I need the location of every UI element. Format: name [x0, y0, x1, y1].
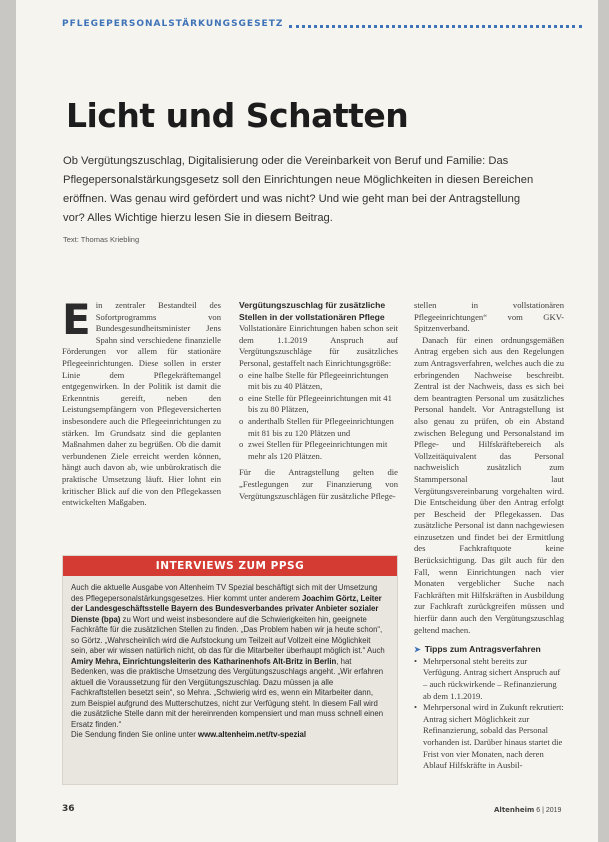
- infobox-text: , hat Bedenken, was die praktische Umsetzung des Vergütungszuschlags angeht. „Wir erfahren aktuell die Voraussetzung für den Vergütungszuschlag. Dazu müssen ja alle Fachkraftstellen besetzt sein“, so Mehra. „Schwierig wird es, wenn ein Mitarbeiter dann, zum Beispiel aufgrund des Mutterschutzes, nicht zur Verfügung steht. In diesem Fall wird die zusätzliche Stelle dann mit der hereinrenden kompensiert und man muss schnell einen Ersatz finden.“: [71, 656, 384, 729]
- kicker-text: PFLEGEPERSONALSTÄRKUNGSGESETZ: [62, 19, 284, 29]
- infobox-text: zu Wort und weist insbesondere auf die Schwierigkeiten hin, geeignete Fachkräfte für die zusätzlichen Stellen zu finden. „Das Problem haben wir ja heute schon“, so Görtz. „Wahrscheinlich wird die Aufstockung um Teilzeit auf Vollzeit eine Möglichkeit sein, aber wir wissen natürlich nicht, ob das für die Mitarbeiter überhaupt möglich ist.“ Auch: [71, 614, 385, 655]
- infobox-body: [63, 576, 397, 748]
- infobox-link[interactable]: www.altenheim.net/tv-spezial: [198, 730, 307, 739]
- interviews-infobox: [62, 555, 398, 785]
- page-number: 36: [62, 804, 75, 814]
- magazine-name: Altenheim: [494, 806, 535, 814]
- staffing-list: [239, 370, 398, 463]
- article-title: Licht und Schatten: [66, 96, 409, 135]
- list-item: o eine Stelle für Pflegeeinrichtungen mit 41 bis zu 80 Plätzen,: [239, 393, 398, 416]
- column-1-text: in zentraler Bestandteil des Sofortprogramms von Bundesgesundheitsminister Jens Spahn sind verschiedene finanzielle Förderungen vor allem für stationäre Pflegeeinrichtungen. Diese sollen in erster Linie dem Pflegekräftemangel entgegenwirken. In der Politik ist damit die Erkenntnis gereift, neben den Leistungsempfängern von Pflegeversicherten insbesondere auch die Pflegeeinrichtungen zu stärken. Im Grundsatz sind die geplanten Maßnahmen daher zu begrüßen. Ob die damit verbundenen Ziele erreicht werden können, hängt auch davon ab, wie unbürokratisch die praktische Umsetzung läuft. Hier lohnt ein kritischer Blick auf die von den Pflegekassen entwickelten Maßgaben.: [62, 300, 221, 508]
- list-item: o zwei Stellen für Pflegeeinrichtungen mit mehr als 120 Plätzen.: [239, 439, 398, 462]
- list-item: • Mehrpersonal steht bereits zur Verfügung. Antrag sichert Anspruch auf – auch rückwirkende – Refinanzierung ab dem 1.1.2019.: [414, 656, 564, 702]
- kicker-dotted-rule: [289, 22, 582, 28]
- list-item: • Mehrpersonal wird in Zukunft rekrutiert: Antrag sichert Möglichkeit zur Refinanzierung, sobald das Personal vorhanden ist. Darüber hinaus startet die Frist von vier Monaten, nach deren Ablauf Hilfskräfte in Ausbil-: [414, 702, 564, 772]
- dropcap: E: [62, 295, 91, 344]
- interviewee-name: Amiry Mehra, Einrichtungsleiterin des Katharinenhofs Alt-Britz in Berlin: [71, 656, 337, 666]
- column-2-intro: Vollstationäre Einrichtungen haben schon seit dem 1.1.2019 Anspruch auf Vergütungszuschläge für zusätzliches Personal, gestaffelt nach Einrichtungsgröße:: [239, 323, 398, 368]
- footer-issue: [494, 806, 561, 814]
- article-lead: Ob Vergütungszuschlag, Digitalisierung oder die Vereinbarkeit von Beruf und Familie: Das Pflegepersonalstärkungsgesetz soll den Einrichtungen neue Möglichkeiten in diesen Bereichen eröffnen. Was genau wird gefördert und was nicht? Und wie geht man bei der Antragstellung vor? Alles Wichtige hierzu lesen Sie in diesem Beitrag.: [63, 155, 534, 224]
- list-item: o anderthalb Stellen für Pflegeeinrichtungen mit 81 bis zu 120 Plätzen und: [239, 416, 398, 439]
- tips-heading: [414, 644, 564, 656]
- issue-number: 6 | 2019: [536, 807, 562, 814]
- tips-list: [414, 656, 564, 772]
- body-column-3: [414, 300, 564, 772]
- infobox-text: Die Sendung finden Sie online unter: [71, 730, 199, 739]
- infobox-text: Auch die aktuelle Ausgabe von Altenheim TV Spezial beschäftigt sich mit der Umsetzung des Pflegepersonalstärkungsgesetzes. Hier kommt unter anderem: [71, 583, 378, 603]
- column-3-text-1: stellen in vollstationären Pflegeeinrichtungen“ vom GKV-Spitzenverband.: [414, 300, 564, 334]
- section-kicker: [62, 17, 582, 31]
- body-column-1: [62, 295, 221, 509]
- interviewee-name: Joachim Görtz, Leiter der Landesgeschäftsstelle Bayern des Bundesverbandes privater Anbieter sozialer Dienste (bpa): [71, 593, 382, 624]
- body-column-2: [239, 300, 398, 502]
- column-2-outro: Für die Antragstellung gelten die „Festlegungen zur Finanzierung von Vergütungszuschlägen für zusätzliche Pflege-: [239, 467, 398, 501]
- column-subhead: Vergütungszuschlag für zusätzliche Stellen in der vollstationären Pflege: [239, 300, 386, 322]
- magazine-page: [16, 0, 598, 842]
- infobox-title: INTERVIEWS ZUM PPSG: [63, 556, 397, 576]
- column-3-text-2: Danach für einen ordnungsgemäßen Antrag ergeben sich aus den Regelungen zum Antragsverfahren, welches auch die zu erbringenden Nachweise beschreibt. Zentral ist der Nachweis, dass es sich bei dem beantragten Personal um zusätzliches Personal handelt. Vor Antragstellung ist also genau zu prüfen, ob ein Abstand zwischen Belegung und Personalstand im Pflege- und Hilfskräftebereich als Vollzeitäquivalent das Personal nachweislich zusätzlich zum Stammpersonal laut Vergütungsvereinbarung vorgehalten wird. Die Entscheidung über den Antrag erfolgt per Bescheid der Pflegekassen. Das zusätzliche Personal ist dann nachgewiesen einzusetzen und findet bei der Ermittlung des Fachkraftquote keine Berücksichtigung. Das gilt auch für den Fall, wenn Einrichtungen nach vier Monaten vergeblicher Suche nach Fachkräften mit Hilfskräften in Ausbildung zur Fachkraft zurückgreifen müssen und hierfür dann auch den Vergütungszuschlag geltend machen.: [414, 334, 564, 635]
- tips-title: Tipps zum Antragsverfahren: [424, 644, 541, 655]
- arrow-right-icon: ➤: [414, 645, 421, 655]
- list-item: o eine halbe Stelle für Pflegeeinrichtungen mit bis zu 40 Plätzen,: [239, 370, 398, 393]
- article-byline: Text: Thomas Kriebling: [63, 235, 140, 244]
